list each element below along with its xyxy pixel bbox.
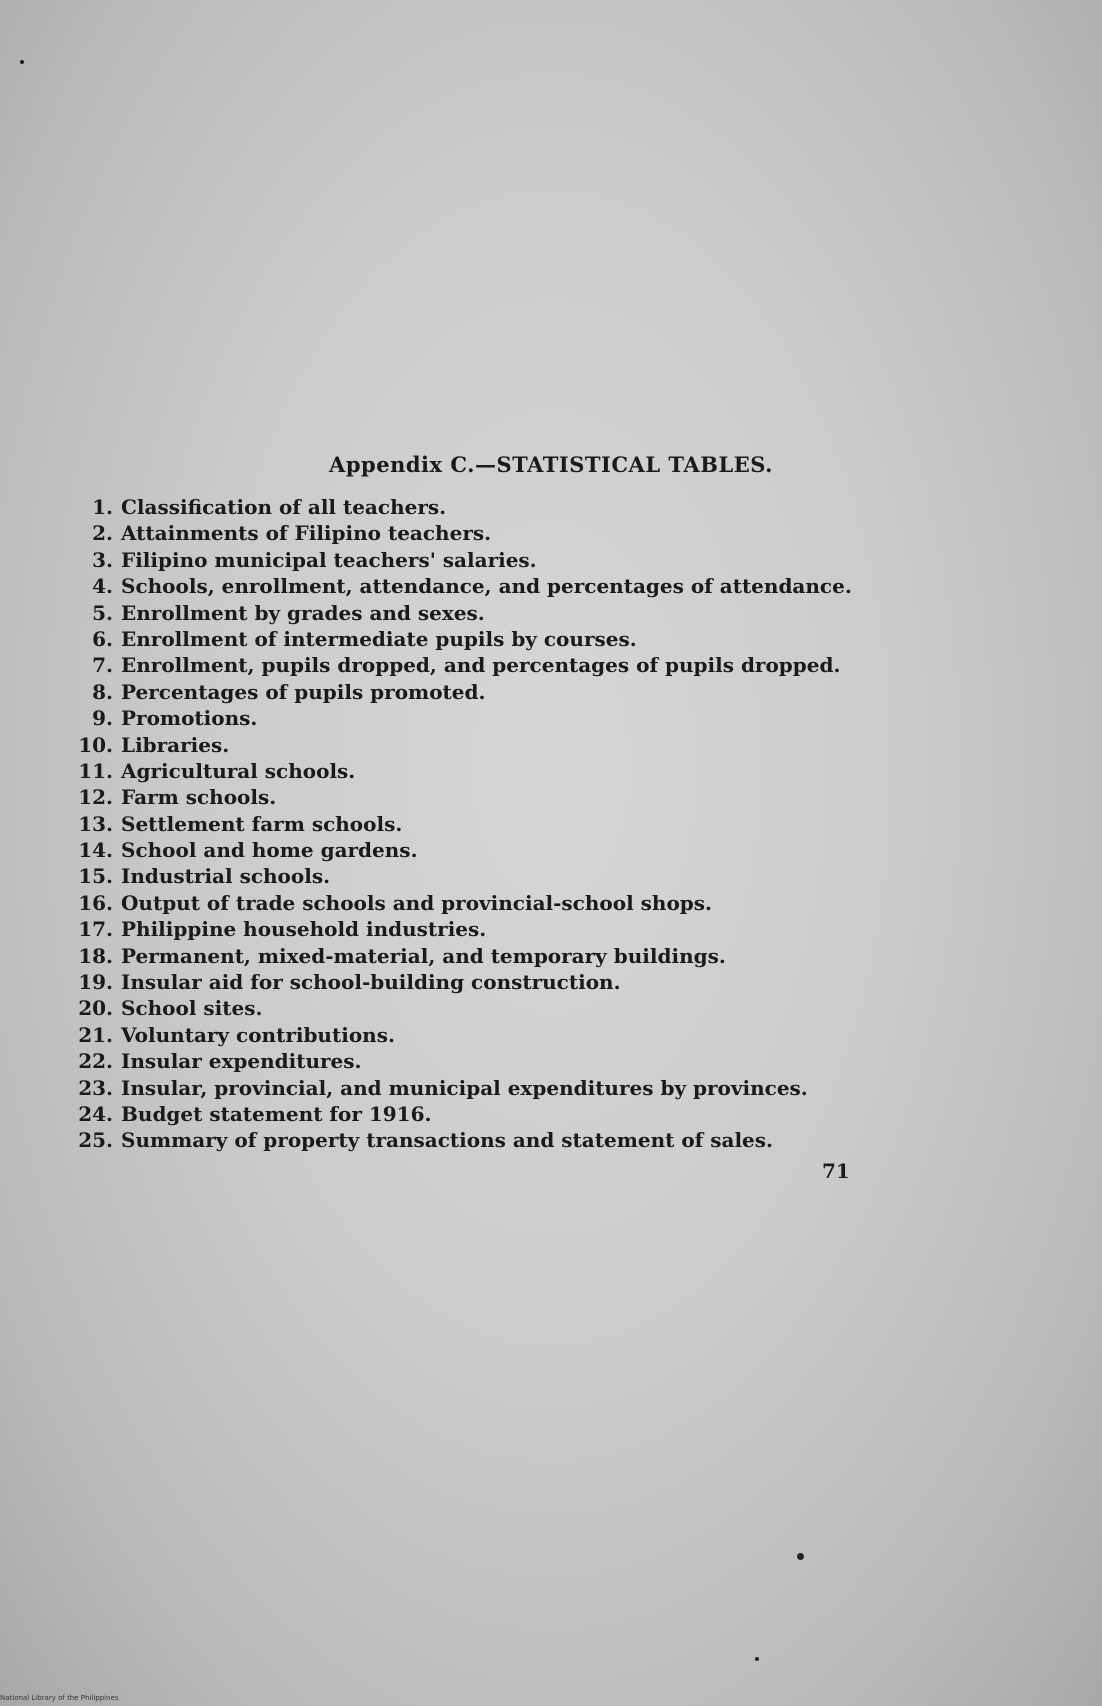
item-number: 19. xyxy=(78,970,113,995)
list-item xyxy=(60,784,860,810)
scan-footer: National Library of the Philippines xyxy=(0,1694,119,1702)
item-text: Insular, provincial, and municipal expenditures by provinces. xyxy=(121,1075,808,1100)
list-item xyxy=(60,520,860,546)
scan-speck xyxy=(797,1553,804,1560)
appendix-heading xyxy=(0,452,1102,477)
item-text: Permanent, mixed-material, and temporary buildings. xyxy=(121,943,726,968)
statistical-tables-list xyxy=(60,494,860,1154)
list-item xyxy=(60,890,860,916)
item-text: Enrollment by grades and sexes. xyxy=(121,600,485,625)
list-item xyxy=(60,494,860,520)
list-item xyxy=(60,943,860,969)
item-number: 23. xyxy=(78,1075,113,1100)
item-text: Settlement farm schools. xyxy=(121,811,403,836)
list-item xyxy=(60,1022,860,1048)
item-number: 24. xyxy=(78,1101,113,1126)
item-text: Schools, enrollment, attendance, and percentages of attendance. xyxy=(121,574,852,599)
heading-title: STATISTICAL TABLES. xyxy=(496,452,773,477)
list-item xyxy=(60,547,860,573)
heading-lead: Appendix C. xyxy=(329,452,475,477)
list-item xyxy=(60,969,860,995)
item-number: 7. xyxy=(92,653,113,678)
item-number: 21. xyxy=(78,1022,113,1047)
item-text: School sites. xyxy=(121,996,263,1021)
item-text: Agricultural schools. xyxy=(121,758,356,783)
item-number: 25. xyxy=(78,1128,113,1153)
scan-speck xyxy=(20,60,24,64)
item-number: 4. xyxy=(92,574,113,599)
item-text: Attainments of Filipino teachers. xyxy=(121,521,492,546)
item-text: Promotions. xyxy=(121,706,258,731)
scan-speck xyxy=(755,1657,759,1661)
item-number: 8. xyxy=(92,679,113,704)
item-number: 17. xyxy=(78,917,113,942)
item-number: 20. xyxy=(78,996,113,1021)
item-number: 6. xyxy=(92,626,113,651)
item-text: Percentages of pupils promoted. xyxy=(121,679,486,704)
item-number: 10. xyxy=(78,732,113,757)
item-number: 13. xyxy=(78,811,113,836)
list-item xyxy=(60,837,860,863)
list-item xyxy=(60,705,860,731)
list-item xyxy=(60,995,860,1021)
item-number: 1. xyxy=(92,495,113,519)
item-number: 11. xyxy=(78,758,113,783)
page-number: 71 xyxy=(822,1159,850,1183)
item-number: 18. xyxy=(78,943,113,968)
list-item xyxy=(60,1048,860,1074)
list-item xyxy=(60,652,860,678)
list-item xyxy=(60,863,860,889)
item-number: 2. xyxy=(92,521,113,546)
item-text: Philippine household industries. xyxy=(121,917,487,942)
list-item xyxy=(60,732,860,758)
item-text: Farm schools. xyxy=(121,785,277,810)
item-number: 5. xyxy=(92,600,113,625)
item-text: Industrial schools. xyxy=(121,864,331,889)
list-item xyxy=(60,679,860,705)
item-text: Budget statement for 1916. xyxy=(121,1101,432,1126)
list-item xyxy=(60,626,860,652)
list-item xyxy=(60,916,860,942)
item-number: 12. xyxy=(78,785,113,810)
item-text: Enrollment of intermediate pupils by courses. xyxy=(121,626,637,651)
list-item xyxy=(60,758,860,784)
list-item xyxy=(60,1075,860,1101)
item-number: 16. xyxy=(78,890,113,915)
list-item xyxy=(60,1101,860,1127)
item-number: 3. xyxy=(92,547,113,572)
item-number: 15. xyxy=(78,864,113,889)
list-item xyxy=(60,600,860,626)
item-text: Output of trade schools and provincial-school shops. xyxy=(121,890,712,915)
item-number: 22. xyxy=(78,1049,113,1074)
item-number: 14. xyxy=(78,838,113,863)
item-text: Classification of all teachers. xyxy=(121,495,447,519)
list-item xyxy=(60,811,860,837)
item-text: Libraries. xyxy=(121,732,230,757)
item-text: Summary of property transactions and statement of sales. xyxy=(121,1128,774,1153)
item-text: Filipino municipal teachers' salaries. xyxy=(121,547,537,572)
item-text: Enrollment, pupils dropped, and percentages of pupils dropped. xyxy=(121,653,841,678)
item-text: Voluntary contributions. xyxy=(121,1022,395,1047)
item-text: School and home gardens. xyxy=(121,838,418,863)
item-number: 9. xyxy=(92,706,113,731)
item-text: Insular aid for school-building construction. xyxy=(121,970,621,995)
item-text: Insular expenditures. xyxy=(121,1049,362,1074)
heading-dash: — xyxy=(474,452,497,477)
list-item xyxy=(60,573,860,599)
list-item xyxy=(60,1127,860,1153)
